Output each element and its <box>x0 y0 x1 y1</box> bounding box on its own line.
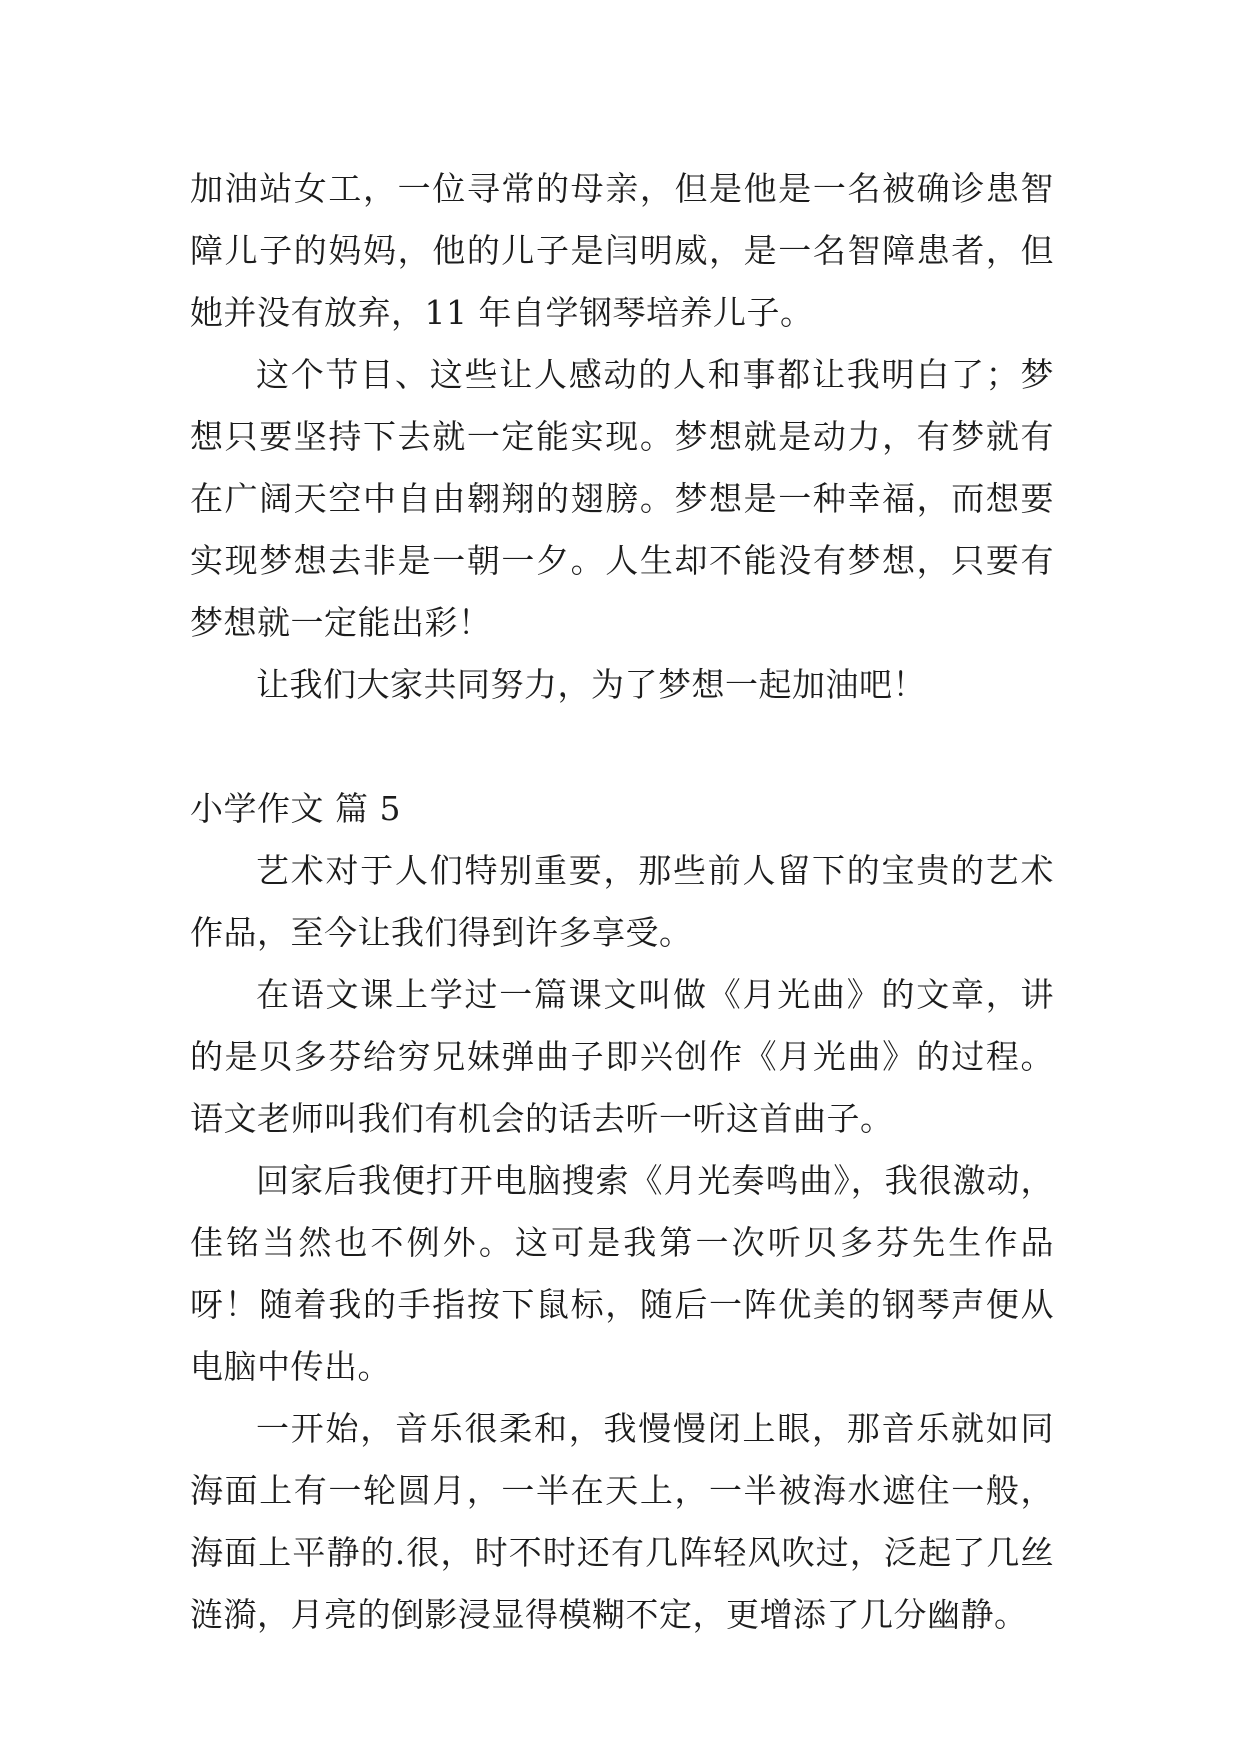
section-heading: 小学作文 篇 5 <box>190 789 401 828</box>
paragraph-5: 在语文课上学过一篇课文叫做《月光曲》的文章，讲的是贝多芬给穷兄妹弹曲子即兴创作《月光曲》的过程。语文老师叫我们有机会的话去听一听这首曲子。 <box>190 975 1054 1138</box>
paragraph-6: 回家后我便打开电脑搜索《月光奏鸣曲》，我很激动，佳铭当然也不例外。这可是我第一次听贝多芬先生作品呀！随着我的手指按下鼠标，随后一阵优美的钢琴声便从电脑中传出。 <box>190 1161 1054 1386</box>
paragraph-3: 让我们大家共同努力，为了梦想一起加油吧！ <box>256 665 926 704</box>
section-spacer <box>190 716 1054 778</box>
document-body <box>190 158 1054 1646</box>
paragraph-2: 这个节目、这些让人感动的人和事都让我明白了；梦想只要坚持下去就一定能实现。梦想就是动力，有梦就有在广阔天空中自由翱翔的翅膀。梦想是一种幸福，而想要实现梦想去非是一朝一夕。人生却不能没有梦想，只要有梦想就一定能出彩！ <box>190 355 1054 642</box>
paragraph-1: 加油站女工，一位寻常的母亲，但是他是一名被确诊患智障儿子的妈妈，他的儿子是闫明威，是一名智障患者，但她并没有放弃，11 年自学钢琴培养儿子。 <box>190 169 1054 332</box>
paragraph-7: 一开始，音乐很柔和，我慢慢闭上眼，那音乐就如同海面上有一轮圆月，一半在天上，一半被海水遮住一般，海面上平静的.很，时不时还有几阵轻风吹过，泛起了几丝涟漪，月亮的倒影浸显得模糊不定，更增添了几分幽静。 <box>190 1409 1054 1634</box>
paragraph-4: 艺术对于人们特别重要，那些前人留下的宝贵的艺术作品，至今让我们得到许多享受。 <box>190 851 1054 952</box>
